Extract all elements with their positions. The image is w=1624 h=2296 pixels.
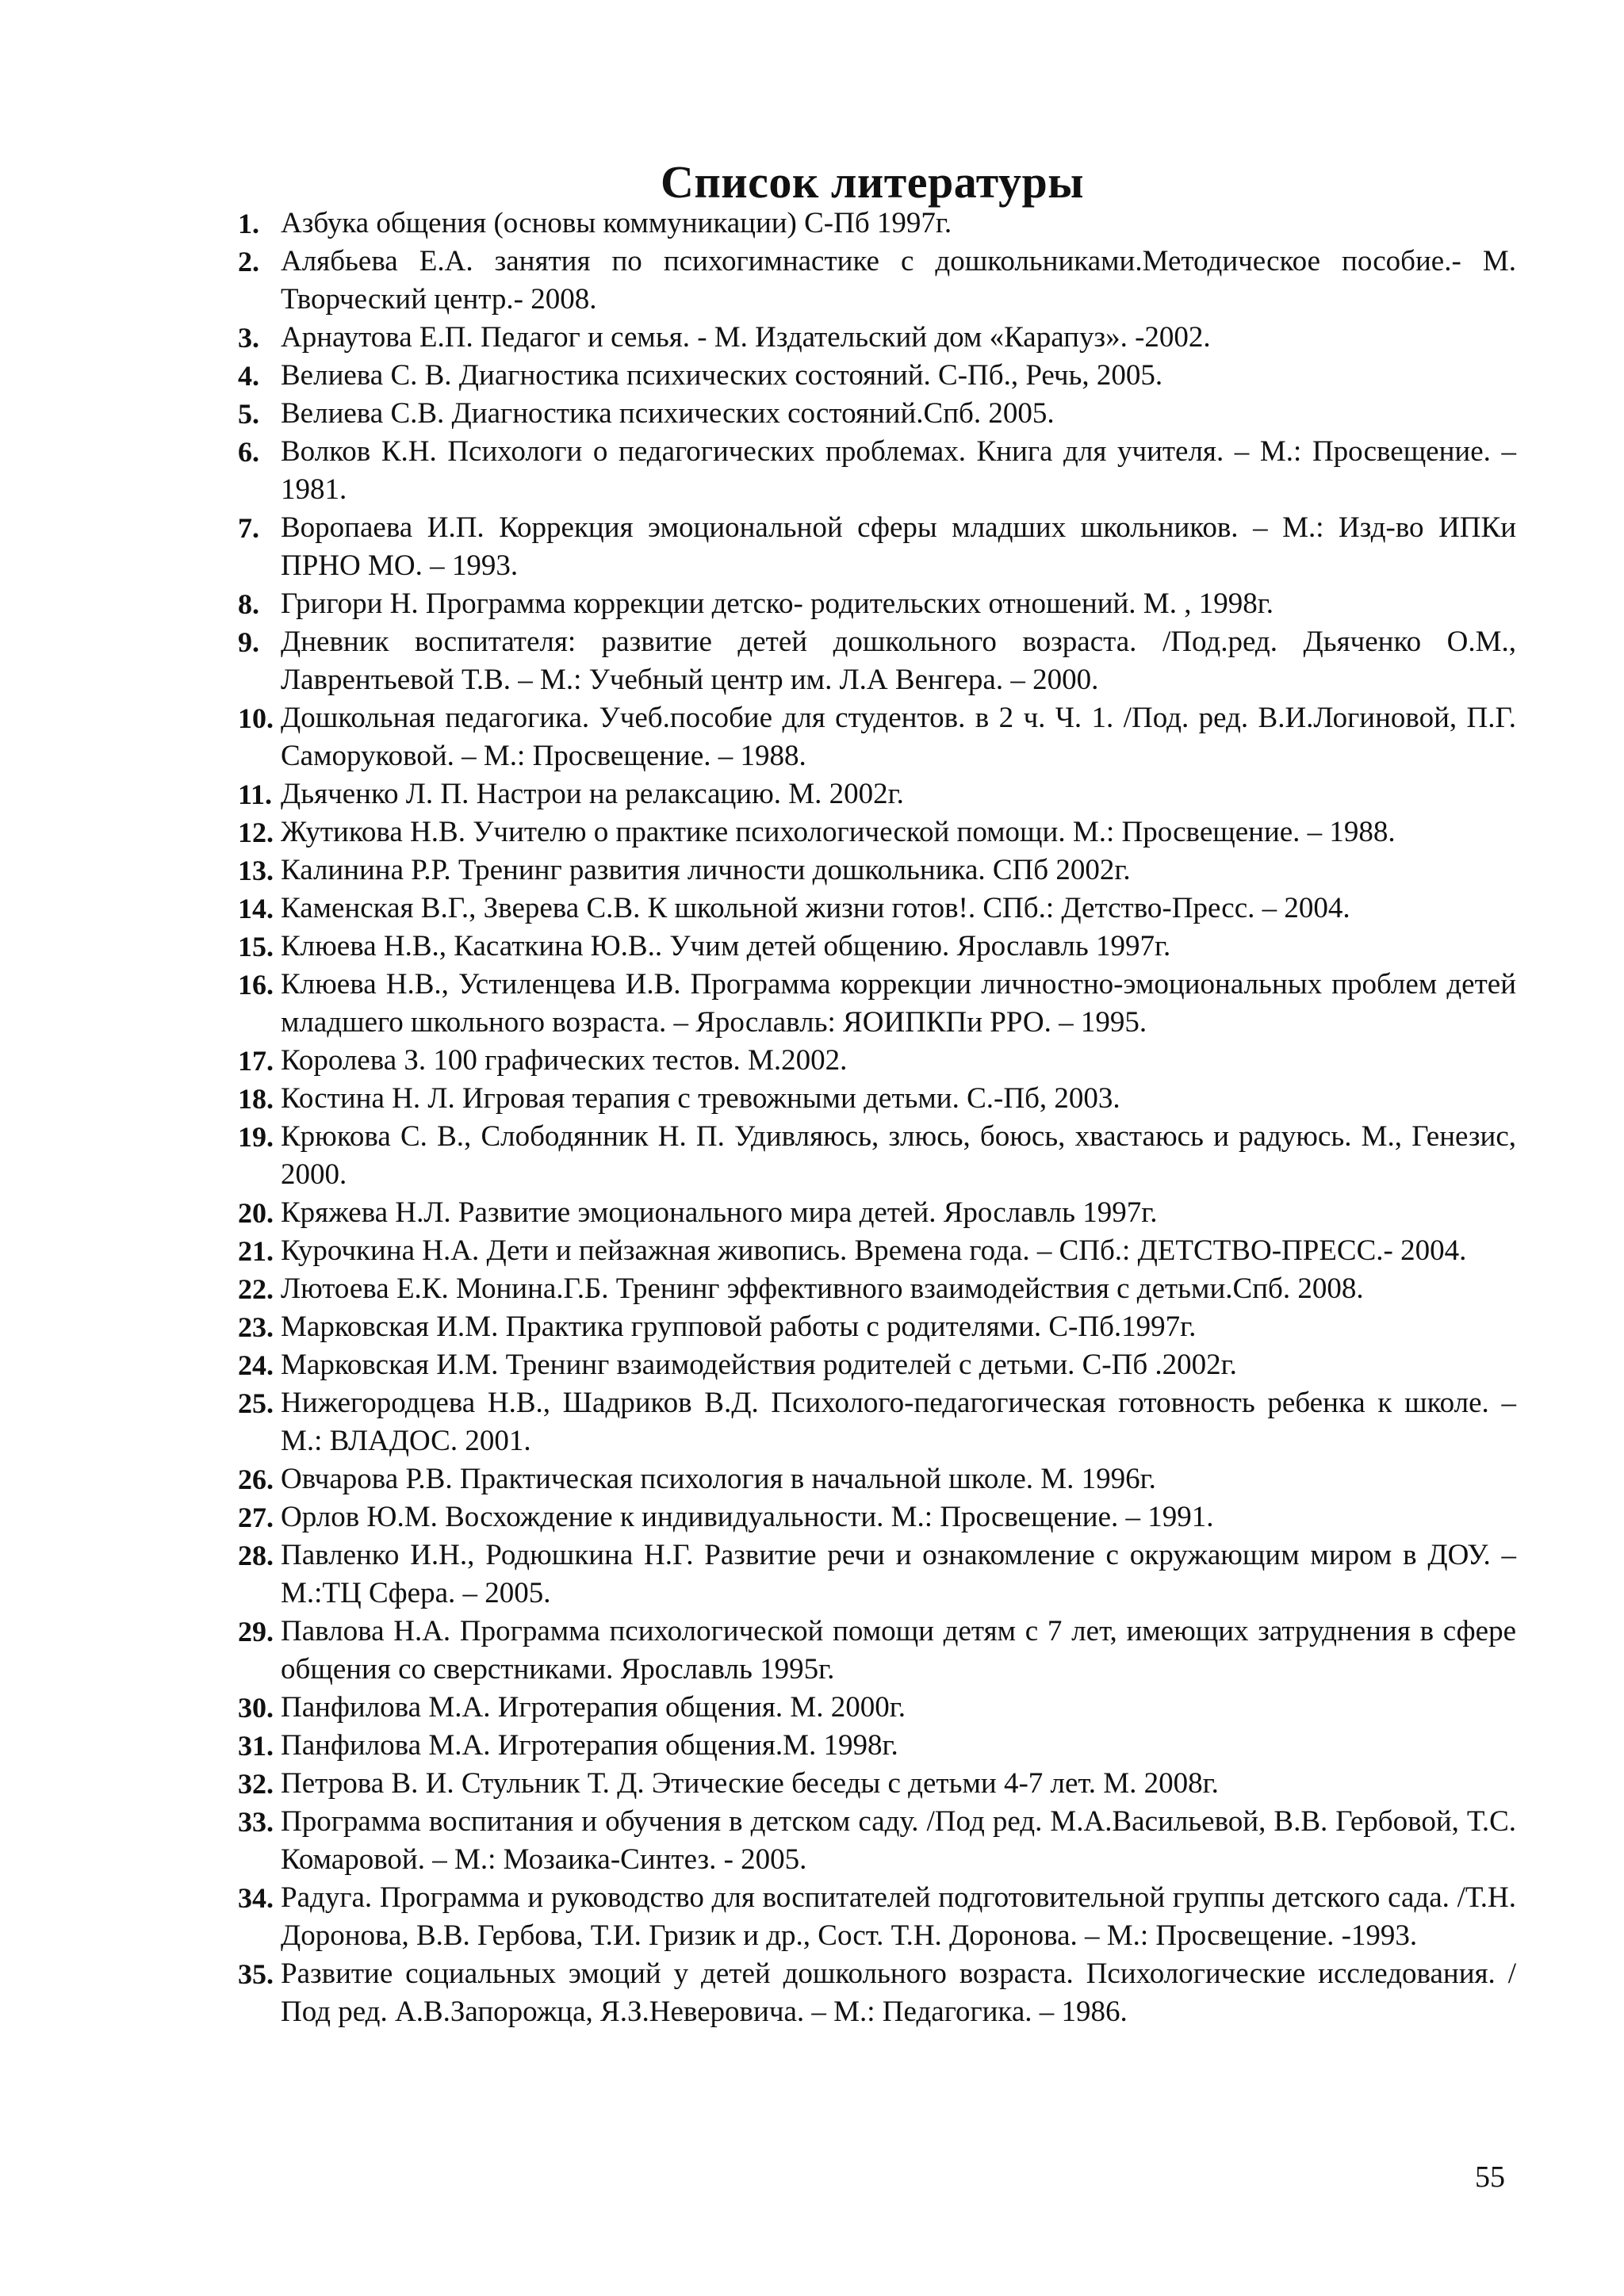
entry-number: 6. bbox=[238, 436, 259, 468]
list-item bbox=[238, 319, 1516, 357]
list-item bbox=[238, 395, 1516, 433]
entry-number: 33. bbox=[238, 1806, 274, 1838]
list-item bbox=[238, 205, 1516, 243]
list-item bbox=[238, 1879, 1516, 1955]
entry-text: Павленко И.Н., Родюшкина Н.Г. Развитие речи и ознакомление с окружающим миром в ДОУ. – М.:ТЦ Сфера. – 2005. bbox=[281, 1539, 1516, 1609]
entry-number: 17. bbox=[238, 1045, 274, 1077]
entry-number: 21. bbox=[238, 1235, 274, 1267]
entry-text: Крюкова С. В., Слободянник Н. П. Удивляюсь, злюсь, боюсь, хвастаюсь и радуюсь. М., Генезис, 2000. bbox=[281, 1120, 1516, 1191]
list-item bbox=[238, 1194, 1516, 1232]
list-item bbox=[238, 1613, 1516, 1689]
list-item bbox=[238, 1118, 1516, 1194]
entry-text: Григори Н. Программа коррекции детско- родительских отношений. М. , 1998г. bbox=[281, 587, 1274, 620]
entry-text: Клюева Н.В., Устиленцева И.В. Программа коррекции личностно-эмоциональных проблем детей младшего школьного возраста. – Ярославль: ЯОИПКПи РРО. – 1995. bbox=[281, 968, 1516, 1039]
list-item bbox=[238, 1384, 1516, 1460]
list-item bbox=[238, 1765, 1516, 1803]
entry-number: 18. bbox=[238, 1083, 274, 1115]
entry-number: 26. bbox=[238, 1464, 274, 1495]
entry-number: 13. bbox=[238, 855, 274, 886]
entry-text: Павлова Н.А. Программа психологической помощи детям с 7 лет, имеющих затруднения в сфере общения со сверстниками. Ярославль 1995г. bbox=[281, 1615, 1516, 1686]
entry-text: Развитие социальных эмоций у детей дошкольного возраста. Психологические исследования. /Под ред. А.В.Запорожца, Я.З.Неверовича. – М.: Педагогика. – 1986. bbox=[281, 1957, 1516, 2028]
entry-text: Кряжева Н.Л. Развитие эмоционального мира детей. Ярославль 1997г. bbox=[281, 1196, 1158, 1229]
list-item bbox=[238, 585, 1516, 623]
entry-text: Калинина Р.Р. Тренинг развития личности дошкольника. СПб 2002г. bbox=[281, 854, 1131, 886]
entry-number: 5. bbox=[238, 398, 259, 430]
bibliography-list bbox=[238, 205, 1516, 2031]
entry-text: Велиева С.В. Диагностика психических состояний.Спб. 2005. bbox=[281, 397, 1055, 430]
entry-number: 11. bbox=[238, 779, 273, 810]
list-item bbox=[238, 775, 1516, 813]
entry-number: 8. bbox=[238, 588, 259, 620]
entry-number: 3. bbox=[238, 322, 259, 354]
list-item bbox=[238, 433, 1516, 509]
list-item bbox=[238, 1955, 1516, 2031]
entry-text: Курочкина Н.А. Дети и пейзажная живопись. Времена года. – СПб.: ДЕТСТВО-ПРЕСС.- 2004. bbox=[281, 1234, 1467, 1267]
entry-number: 27. bbox=[238, 1502, 274, 1533]
entry-text: Программа воспитания и обучения в детском саду. /Под ред. М.А.Васильевой, В.В. Гербовой, Т.С. Комаровой. – М.: Мозаика-Синтез. - 2005. bbox=[281, 1805, 1516, 1876]
list-item bbox=[238, 509, 1516, 585]
list-item bbox=[238, 1727, 1516, 1765]
entry-number: 34. bbox=[238, 1882, 274, 1914]
list-item bbox=[238, 1308, 1516, 1346]
entry-number: 16. bbox=[238, 969, 274, 1001]
entry-number: 28. bbox=[238, 1540, 274, 1571]
entry-text: Дневник воспитателя: развитие детей дошкольного возраста. /Под.ред. Дьяченко О.М., Лаврентьевой Т.В. – М.: Учебный центр им. Л.А Венгера. – 2000. bbox=[281, 626, 1516, 696]
entry-text: Марковская И.М. Практика групповой работы с родителями. С-Пб.1997г. bbox=[281, 1311, 1197, 1343]
list-item bbox=[238, 1232, 1516, 1270]
entry-number: 22. bbox=[238, 1273, 274, 1305]
entry-text: Марковская И.М. Тренинг взаимодействия родителей с детьми. С-Пб .2002г. bbox=[281, 1349, 1237, 1381]
list-item bbox=[238, 623, 1516, 699]
entry-text: Воропаева И.П. Коррекция эмоциональной сферы младших школьников. – М.: Изд-во ИПКи ПРНО МО. – 1993. bbox=[281, 511, 1516, 582]
list-item bbox=[238, 851, 1516, 890]
entry-text: Азбука общения (основы коммуникации) С-Пб 1997г. bbox=[281, 207, 952, 239]
entry-text: Арнаутова Е.П. Педагог и семья. - М. Издательский дом «Карапуз». -2002. bbox=[281, 321, 1211, 354]
entry-text: Волков К.Н. Психологи о педагогических проблемах. Книга для учителя. – М.: Просвещение. – 1981. bbox=[281, 435, 1516, 506]
list-item bbox=[238, 813, 1516, 851]
entry-number: 15. bbox=[238, 931, 274, 962]
entry-number: 31. bbox=[238, 1730, 274, 1762]
entry-text: Велиева С. В. Диагностика психических состояний. С-Пб., Речь, 2005. bbox=[281, 359, 1163, 392]
entry-text: Орлов Ю.М. Восхождение к индивидуальности. М.: Просвещение. – 1991. bbox=[281, 1501, 1214, 1533]
entry-number: 4. bbox=[238, 360, 259, 392]
entry-number: 35. bbox=[238, 1958, 274, 1990]
list-item bbox=[238, 1460, 1516, 1498]
list-item bbox=[238, 1270, 1516, 1308]
entry-number: 9. bbox=[238, 626, 259, 658]
entry-text: Костина Н. Л. Игровая терапия с тревожными детьми. С.-Пб, 2003. bbox=[281, 1082, 1120, 1115]
list-item bbox=[238, 1042, 1516, 1080]
entry-number: 29. bbox=[238, 1616, 274, 1647]
entry-number: 2. bbox=[238, 246, 259, 277]
list-item bbox=[238, 357, 1516, 395]
entry-number: 23. bbox=[238, 1311, 274, 1343]
entry-number: 1. bbox=[238, 208, 259, 239]
entry-text: Овчарова Р.В. Практическая психология в начальной школе. М. 1996г. bbox=[281, 1463, 1156, 1495]
list-item bbox=[238, 1346, 1516, 1384]
entry-text: Радуга. Программа и руководство для воспитателей подготовительной группы детского сада. /Т.Н. Доронова, В.В. Гербова, Т.И. Гризик и др., Сост. Т.Н. Доронова. – М.: Просвещение. -1993. bbox=[281, 1881, 1516, 1952]
list-item bbox=[238, 1498, 1516, 1536]
entry-number: 25. bbox=[238, 1387, 274, 1419]
entry-number: 24. bbox=[238, 1349, 274, 1381]
entry-number: 20. bbox=[238, 1197, 274, 1229]
entry-text: Алябьева Е.А. занятия по психогимнастике с дошкольниками.Методическое пособие.- М. Творческий центр.- 2008. bbox=[281, 245, 1516, 316]
entry-text: Жутикова Н.В. Учителю о практике психологической помощи. М.: Просвещение. – 1988. bbox=[281, 816, 1396, 848]
list-item bbox=[238, 928, 1516, 966]
list-item bbox=[238, 243, 1516, 319]
entry-text: Нижегородцева Н.В., Шадриков В.Д. Психолого-педагогическая готовность ребенка к школе. – М.: ВЛАДОС. 2001. bbox=[281, 1387, 1516, 1457]
list-item bbox=[238, 1080, 1516, 1118]
page-title: Список литературы bbox=[660, 156, 1085, 208]
list-item bbox=[238, 890, 1516, 928]
entry-text: Панфилова М.А. Игротерапия общения.М. 1998г. bbox=[281, 1729, 898, 1762]
entry-number: 10. bbox=[238, 702, 274, 734]
entry-text: Петрова В. И. Стульник Т. Д. Этические беседы с детьми 4-7 лет. М. 2008г. bbox=[281, 1767, 1219, 1800]
entry-text: Дьяченко Л. П. Настрои на релаксацию. М. 2002г. bbox=[281, 778, 904, 810]
list-item bbox=[238, 699, 1516, 775]
list-item bbox=[238, 1689, 1516, 1727]
page-number: 55 bbox=[1475, 2160, 1505, 2194]
entry-number: 32. bbox=[238, 1768, 274, 1800]
entry-text: Дошкольная педагогика. Учеб.пособие для студентов. в 2 ч. Ч. 1. /Под. ред. В.И.Логиновой, П.Г. Саморуковой. – М.: Просвещение. – 1988. bbox=[281, 702, 1516, 772]
entry-text: Каменская В.Г., Зверева С.В. К школьной жизни готов!. СПб.: Детство-Пресс. – 2004. bbox=[281, 892, 1350, 924]
entry-number: 19. bbox=[238, 1121, 274, 1153]
entry-number: 14. bbox=[238, 893, 274, 924]
entry-number: 30. bbox=[238, 1692, 274, 1724]
entry-text: Панфилова М.А. Игротерапия общения. М. 2000г. bbox=[281, 1691, 906, 1724]
entry-number: 7. bbox=[238, 512, 259, 544]
list-item bbox=[238, 1536, 1516, 1613]
entry-text: Королева З. 100 графических тестов. М.2002. bbox=[281, 1044, 848, 1077]
list-item bbox=[238, 1803, 1516, 1879]
entry-text: Лютоева Е.К. Монина.Г.Б. Тренинг эффективного взаимодействия с детьми.Спб. 2008. bbox=[281, 1272, 1364, 1305]
entry-number: 12. bbox=[238, 817, 274, 848]
entry-text: Клюева Н.В., Касаткина Ю.В.. Учим детей общению. Ярославль 1997г. bbox=[281, 930, 1171, 962]
list-item bbox=[238, 966, 1516, 1042]
